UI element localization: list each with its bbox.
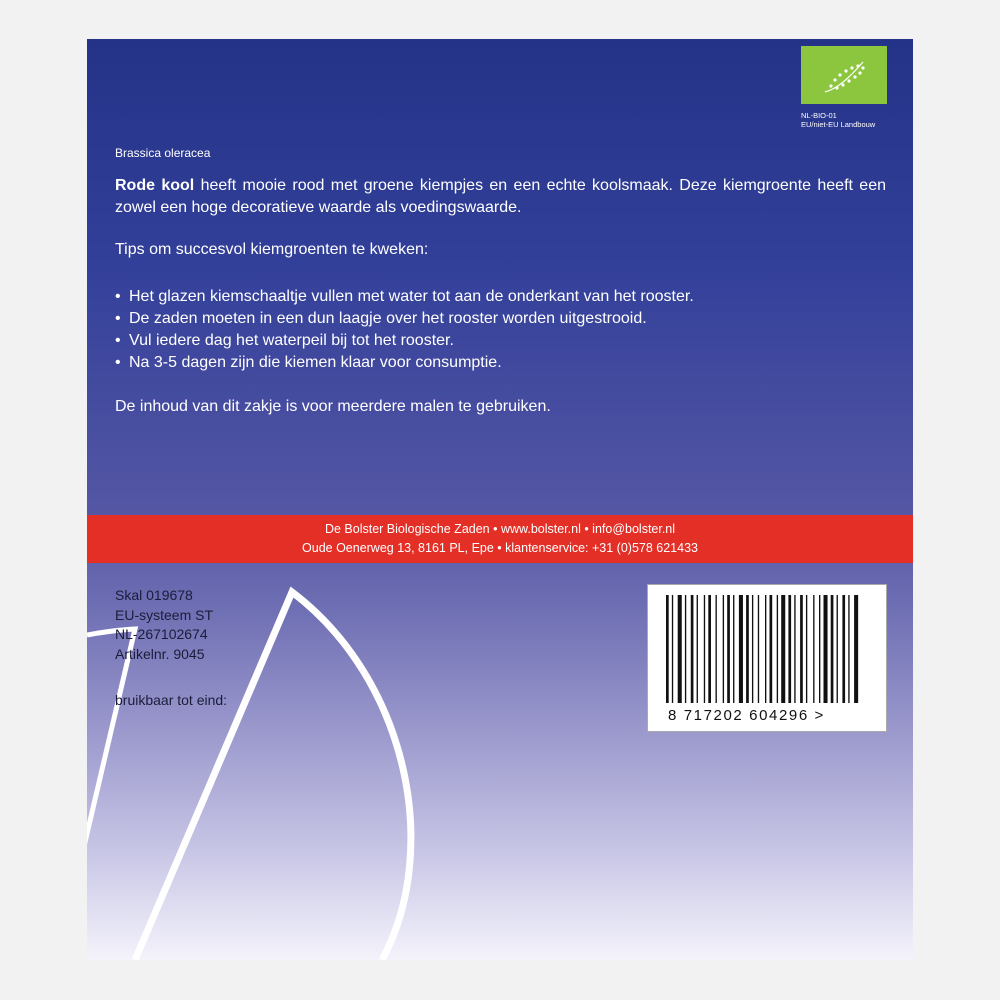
product-name: Rode kool bbox=[115, 177, 195, 194]
eu-organic-code bbox=[801, 111, 911, 129]
reuse-note: De inhoud van dit zakje is voor meerdere malen te gebruiken. bbox=[115, 398, 551, 415]
eu-organic-logo bbox=[801, 46, 887, 104]
nl-code: NL-267102674 bbox=[115, 626, 208, 642]
agriculture-origin: EU/niet-EU Landbouw bbox=[801, 120, 876, 129]
certification-codes bbox=[115, 586, 213, 664]
control-body-code: NL-BIO-01 bbox=[801, 111, 837, 120]
company-contact-line: De Bolster Biologische Zaden • www.bolster.nl • info@bolster.nl bbox=[324, 522, 676, 536]
best-before-label: bruikbaar tot eind: bbox=[115, 692, 228, 708]
product-description bbox=[115, 175, 886, 219]
species-name: Brassica oleracea bbox=[115, 146, 211, 160]
barcode-digits: 8 717202 604296 > bbox=[668, 707, 825, 724]
company-info-band bbox=[87, 515, 913, 563]
article-number: Artikelnr. 9045 bbox=[115, 645, 205, 662]
list-item: • Vul iedere dag het waterpeil bij tot het rooster. bbox=[115, 332, 454, 349]
tips-heading: Tips om succesvol kiemgroenten te kweken: bbox=[115, 241, 429, 258]
seed-packet-back bbox=[87, 39, 913, 960]
company-address-line: Oude Oenerweg 13, 8161 PL, Epe • klantenservice: +31 (0)578 621433 bbox=[302, 541, 698, 555]
barcode bbox=[647, 584, 887, 732]
eu-organic-leaf-icon bbox=[801, 46, 887, 104]
eu-system-code: EU-systeem ST bbox=[115, 606, 214, 623]
list-item: • Na 3-5 dagen zijn die kiemen klaar voor consumptie. bbox=[115, 354, 502, 371]
skal-code: Skal 019678 bbox=[115, 587, 193, 603]
list-item: • De zaden moeten in een dun laagje over het rooster worden uitgestrooid. bbox=[115, 310, 647, 327]
description-text: heeft mooie rood met groene kiempjes en een echte koolsmaak. Deze kiemgroente heeft een zowel een hoge decoratieve waarde als voedingswaarde. bbox=[115, 177, 886, 216]
tips-list bbox=[115, 286, 895, 374]
list-item: • Het glazen kiemschaaltje vullen met water tot aan de onderkant van het rooster. bbox=[115, 288, 694, 305]
